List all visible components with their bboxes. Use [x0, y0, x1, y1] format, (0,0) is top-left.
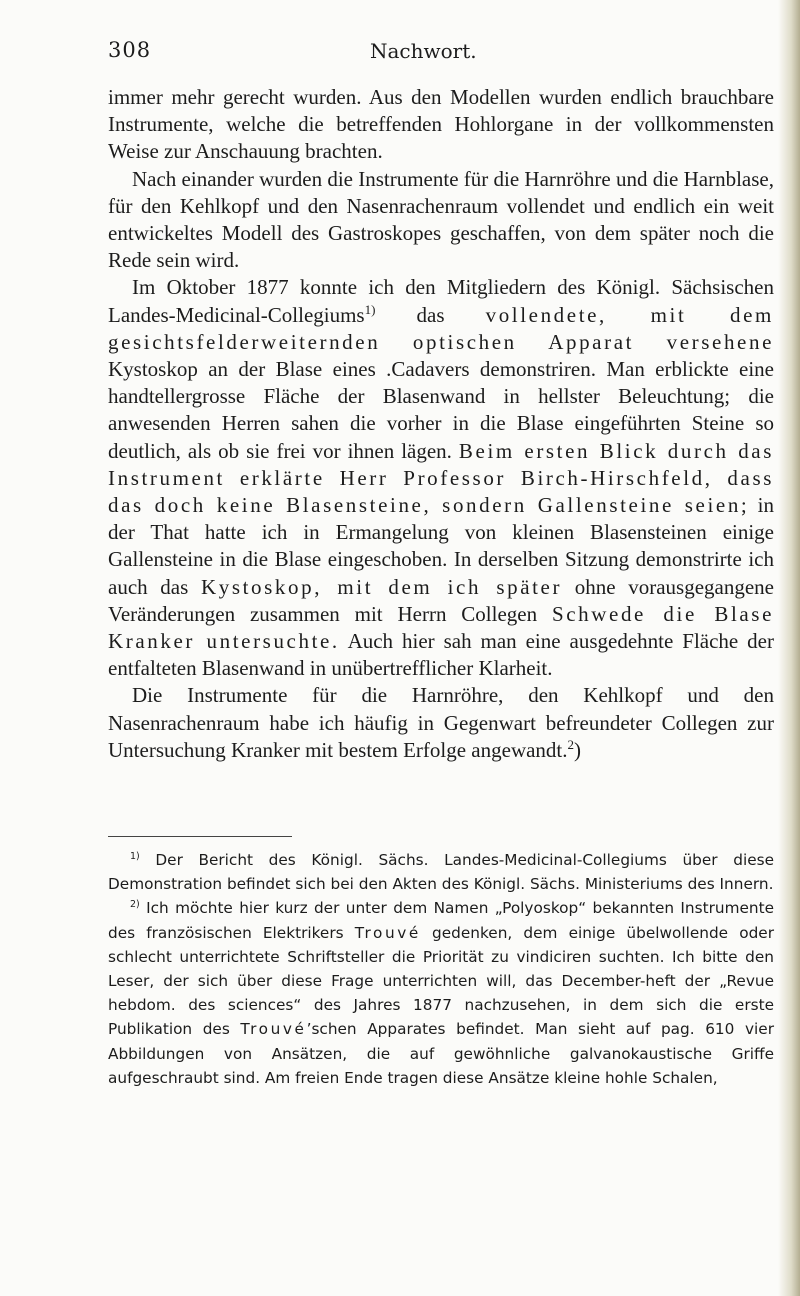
main-text [108, 84, 774, 764]
paragraph-3-text-1: Im Oktober 1877 konnte ich den Mitgliedern des Königl. Sächsischen Landes-Medicinal-Collegiums [108, 275, 774, 327]
footnote-2-marker: 2) [130, 899, 140, 911]
paragraph-4-text-2: ) [574, 737, 582, 762]
paragraph-1: immer mehr gerecht wurden. Aus den Modellen wurden endlich brauchbare Instrumente, welche die betreffenden Hohlorgane in der vollkommensten Weise zur Anschauung brachten. [108, 85, 774, 164]
page-number: 308 [108, 38, 152, 62]
footnotes [108, 848, 774, 1090]
paragraph-4 [108, 682, 774, 764]
paragraph-3 [108, 274, 774, 682]
page-header [108, 38, 774, 68]
paragraph-3-emphasis-2: Beim ersten Blick durch das Instrument erklärte Herr Professor Birch-Hirschfeld, dass das doch keine Blasensteine, sondern Gallensteine seien; [108, 438, 774, 518]
paragraph-3-text-5: ohne vorausgegangene Veränderungen zusammen mit Herrn Collegen [108, 574, 774, 626]
footnote-ref-1-number: 1 [364, 301, 372, 317]
footnote-2-text-1: Ich möchte hier kurz der unter dem Namen „Polyoskop“ bekannten Instrumente des französischen Elektrikers [108, 899, 774, 942]
paragraph-2: Nach einander wurden die Instrumente für die Harnröhre und die Harnblase, für den Kehlkopf und den Nasenrachenraum vollendet und endlich ein weit entwickeltes Modell des Gastroskopes geschaffen, von dem später noch die Rede sein wird. [108, 166, 774, 273]
footnote-2-marker-number: 2 [130, 899, 137, 911]
paragraph-3-text-4: in der That hatte ich in Ermangelung von kleinen Blasensteinen einige Gallensteine in die Blase eingeschoben. In derselben Sitzung demonstrirte ich auch das [108, 493, 774, 599]
footnote-2-text-2: gedenken, dem einige übelwollende oder schlecht unterrichtete Schriftsteller die Priorität zu vindiciren suchten. Ich bitte den Leser, der sich über diese Frage unterrichten will, das December-heft der „Revue hebdom. des sciences“ des Jahres 1877 nachzusehen, in dem sich die erste Publikation des [108, 923, 775, 1039]
paragraph-3-text-3: Kystoskop an der Blase eines .Cadavers demonstriren. Man erblickte eine handtellergrosse Fläche der Blasenwand in hellster Beleuchtung; die anwesenden Herren sahen die vorher in die Blase eingeführten Steine so deutlich, als ob sie frei vor ihnen lägen. [108, 357, 774, 463]
footnote-1-marker-number: 1 [130, 850, 137, 862]
paragraph-3-text-6: Auch hier sah man eine ausgedehnte Fläche der entfalteten Blasenwand in unübertrefflicher Klarheit. [108, 629, 774, 681]
paragraph-3-emphasis-4: Schwede die Blase Kranker untersuchte. [108, 601, 774, 654]
footnote-2-name-2: Trouvé [240, 1020, 307, 1039]
paragraph-4-text-1: Die Instrumente für die Harnröhre, den Kehlkopf und den Nasenrachenraum habe ich häufig in Gegenwart befreundeter Collegen zur Untersuchung Kranker mit bestem Erfolge angewandt. [108, 683, 774, 762]
footnote-2-text-3: ’schen Apparates befindet. Man sieht auf pag. 610 vier Abbildungen von Ansätzen, die auf gewöhnliche galvanokaustische Griffe aufgeschraubt sind. Am freien Ende tragen diese Ansätze kleine hohle Schalen, [108, 1020, 774, 1087]
running-head: Nachwort. [370, 39, 477, 63]
footnote-2 [108, 896, 774, 1090]
paragraph-3-text-2: das [375, 302, 486, 327]
footnote-1-text: Der Bericht des Königl. Sächs. Landes-Medicinal-Collegiums über diese Demonstration befindet sich bei den Akten des Königl. Sächs. Ministeriums des Innern. [108, 851, 774, 894]
footnote-divider [108, 836, 292, 837]
footnote-2-name-1: Trouvé [354, 923, 421, 942]
footnote-1-marker: 1) [130, 850, 140, 862]
footnote-ref-1[interactable]: 1) [364, 301, 376, 317]
footnote-1 [108, 848, 774, 896]
paragraph-3-emphasis-1: vollendete, mit dem gesichtsfelderweiternden optischen Apparat versehene [108, 302, 774, 354]
footnote-ref-2[interactable]: 2 [567, 736, 575, 752]
paragraph-3-emphasis-3: Kystoskop, mit dem ich später [200, 574, 563, 599]
page-edge-shadow [778, 0, 800, 1296]
